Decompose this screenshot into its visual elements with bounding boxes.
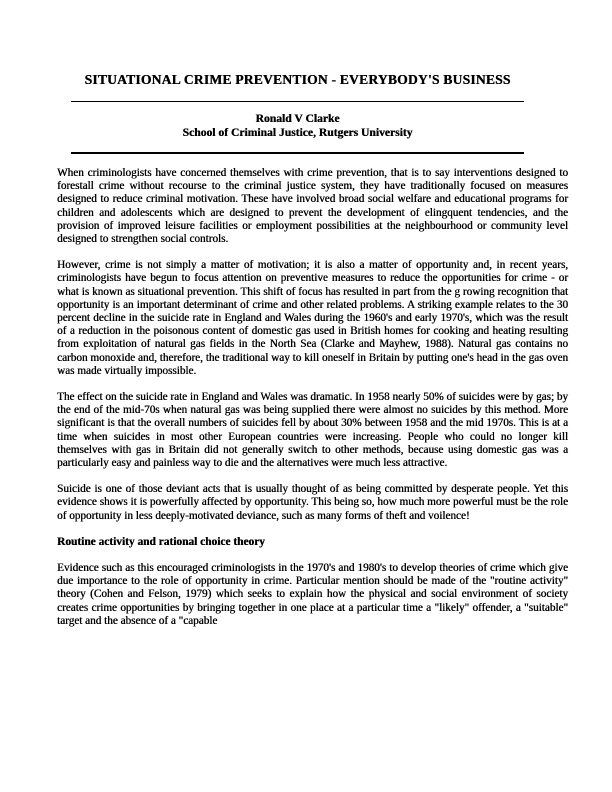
title-block: [71, 72, 524, 154]
byline: [71, 112, 524, 140]
paragraph-5: Evidence such as this encouraged criminologists in the 1970's and 1980's to develop theories of crime which give due importance to the role of opportunity in crime. Particular mention should be made of the "routine activity" theory (Cohen and Felson, 1979) which seeks to explain how the physical and social environment of society creates crime opportunities by bringing together in one place at a particular time a "likely" offender, a "suitable" target and the absence of a "capable: [57, 562, 568, 627]
author-name: Ronald V Clarke: [255, 112, 340, 125]
section-heading-routine-activity: Routine activity and rational choice theory: [57, 535, 265, 548]
document-title: SITUATIONAL CRIME PREVENTION - EVERYBODY'S BUSINESS: [84, 72, 511, 87]
document-body: [57, 167, 568, 641]
paragraph-1: When criminologists have concerned themselves with crime prevention, that is to say interventions designed to forestall crime without recourse to the criminal justice system, they have traditionally focused on measures designed to reduce criminal motivation. These have involved broad social welfare and educational programs for children and adolescents which are designed to prevent the development of elingquent tendencies, and the provision of improved leisure facilities or employment possibilities at the neighbourhood or community level designed to strengthen social controls.: [57, 167, 568, 246]
paragraph-4: Suicide is one of those deviant acts that is usually thought of as being committed by desperate people. Yet this evidence shows it is powerfully affected by opportunity. This being so, how much more powerful must be the role of opportunity in less deeply-motivated deviance, such as many forms of theft and voilence!: [57, 483, 568, 522]
divider-under-title: [71, 101, 524, 102]
author-affiliation: School of Criminal Justice, Rutgers University: [182, 126, 413, 139]
paragraph-3: The effect on the suicide rate in England and Wales was dramatic. In 1958 nearly 50% of suicides were by gas; by the end of the mid-70s when natural gas was being supplied there were almost no suicides by this method. More significant is that the overall numbers of suicides fell by about 30% between 1958 and the mid 1970s. This is at a time when suicides in most other European countries were increasing. People who could no longer kill themselves with gas in Britain did not generally switch to other methods, because using domestic gas was a particularly easy and painless way to die and the alternatives were much less attractive.: [57, 391, 568, 470]
divider-under-byline: [71, 152, 524, 154]
paragraph-2: However, crime is not simply a matter of motivation; it is also a matter of opportunity and, in recent years, criminologists have begun to focus attention on preventive measures to reduce the opportunities for crime - or what is known as situational prevention. This shift of focus has resulted in part from the g rowing recognition that opportunity is an important determinant of crime and other related problems. A striking example relates to the 30 percent decline in the suicide rate in England and Wales during the 1960's and early 1970's, which was the result of a reduction in the poisonous content of domestic gas used in British homes for cooking and heating resulting from exploitation of natural gas fields in the North Sea (Clarke and Mayhew, 1988). Natural gas contains no carbon monoxide and, therefore, the traditional way to kill oneself in Britain by putting one's head in the gas oven was made virtually impossible.: [57, 259, 568, 377]
